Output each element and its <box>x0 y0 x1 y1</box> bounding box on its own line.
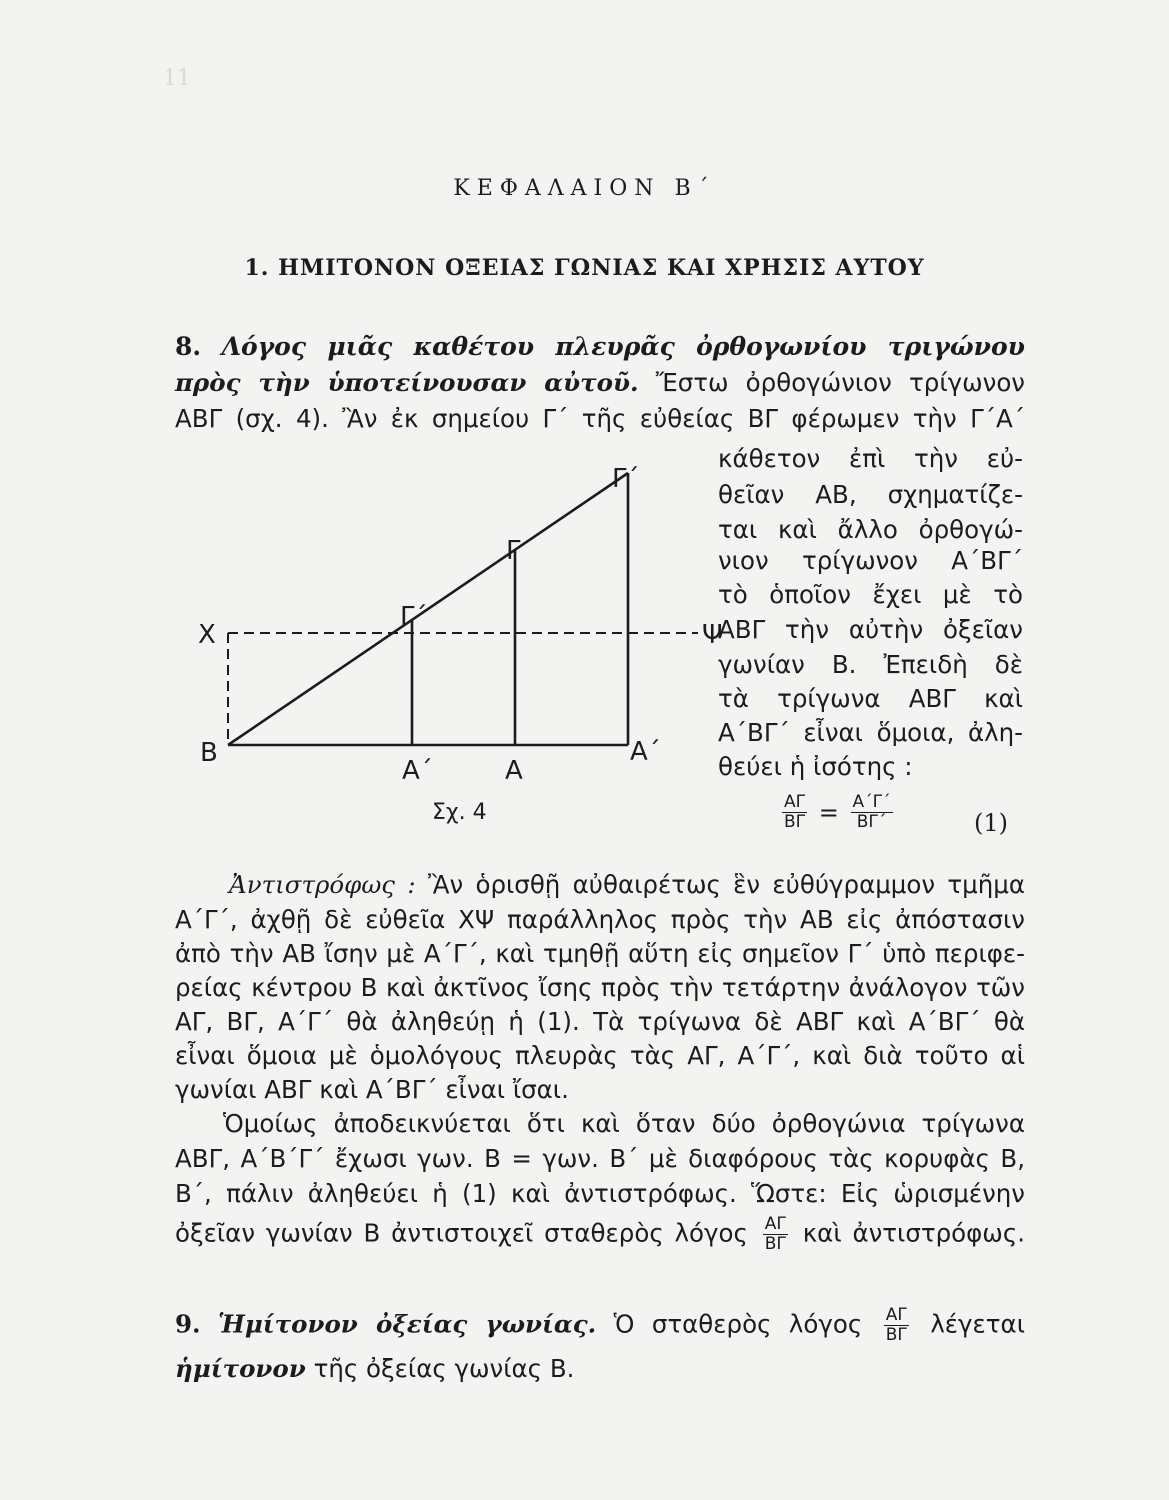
para8-heading-line1 <box>175 332 1025 361</box>
equals-sign: = <box>818 798 839 827</box>
converse-line-last: γωνίαι ΑΒΓ καὶ Α΄ΒΓ΄ εἶναι ἴσαι. <box>175 1075 569 1104</box>
para9-term: ἡμίτονον <box>175 1354 306 1383</box>
label-g-prime-mid: Γ΄ <box>400 602 428 632</box>
fraction-denominator: ΒΓ΄ <box>856 812 887 832</box>
converse-line1 <box>175 870 1025 899</box>
para9-text-before: Ὁ σταθερὸς λόγος <box>613 1309 863 1339</box>
label-a: Α <box>505 756 523 786</box>
figure-4 <box>190 455 723 786</box>
para8-line2-text: Ἔστω ὀρθογώνιον τρίγωνον <box>655 368 1025 397</box>
para8-line2 <box>175 368 1025 397</box>
similarly-line: Β΄, πάλιν ἀληθεύει ἡ (1) καὶ ἀντιστρόφως. Ὥστε: Εἰς ὡρισμένην <box>175 1179 1025 1208</box>
side-line: ται καὶ ἄλλο ὀρθογώ- <box>718 515 1023 544</box>
similarly-last-line <box>175 1215 1025 1254</box>
para9-heading: Ἡμίτονον ὀξείας γωνίας. <box>218 1309 597 1339</box>
side-line: θεύει ἡ ἰσότης : <box>718 752 913 781</box>
para9-number: 9. <box>175 1309 201 1339</box>
side-line: θεῖαν ΑΒ, σχηματίζε- <box>718 480 1023 509</box>
fraction-ag-bg <box>884 1306 909 1345</box>
similarly-line <box>175 1109 1025 1138</box>
side-line: Α΄ΒΓ΄ εἶναι ὅμοια, ἀλη- <box>718 718 1023 747</box>
converse-line: εἶναι ὅμοια μὲ ὁμολόγους πλευρὰς τὰς ΑΓ, Α΄Γ΄, καὶ διὰ τοῦτο αἱ <box>175 1041 1025 1070</box>
para9-line1 <box>175 1306 1025 1345</box>
fraction-ag-bg <box>763 1215 788 1254</box>
figure-caption: Σχ. 4 <box>432 800 487 825</box>
fraction-ag-bg <box>782 793 807 832</box>
fraction-numerator: ΑΓ <box>884 1306 909 1326</box>
fraction-denominator: ΒΓ <box>784 812 806 832</box>
label-b: Β <box>200 738 218 768</box>
fraction-a-g-bg <box>851 793 893 832</box>
fraction-numerator: ΑΓ <box>763 1215 788 1235</box>
fraction-denominator: ΒΓ <box>885 1325 907 1345</box>
label-a-prime-bottom: Α΄ <box>402 756 433 786</box>
side-line: ΑΒΓ τὴν αὐτὴν ὀξεῖαν <box>718 615 1023 644</box>
side-line: τὸ ὁποῖον ἔχει μὲ τὸ <box>718 580 1023 609</box>
fraction-denominator: ΒΓ <box>764 1234 786 1254</box>
chapter-heading: ΚΕΦΑΛΑΙΟΝ Β΄ <box>453 176 716 201</box>
para8-line3: ΑΒΓ (σχ. 4). Ἂν ἐκ σημείου Γ΄ τῆς εὐθείας ΒΓ φέρωμεν τὴν Γ΄Α΄ <box>175 404 1025 433</box>
converse-line: Α΄Γ΄, ἀχθῇ δὲ εὐθεῖα ΧΨ παράλληλος πρὸς τὴν ΑΒ εἰς ἀπόστασιν <box>175 905 1025 934</box>
hypotenuse-line <box>228 473 628 745</box>
similarly-text-after: καὶ ἀντιστρόφως. <box>802 1218 1025 1248</box>
converse-line: ΑΓ, ΒΓ, Α΄Γ΄ θὰ ἀληθεύῃ ἡ (1). Τὰ τρίγωνα δὲ ΑΒΓ καὶ Α΄ΒΓ΄ θὰ <box>175 1007 1025 1036</box>
page-number: 11 <box>163 66 191 91</box>
label-x: Χ <box>198 620 216 650</box>
para8-heading2: πρὸς τὴν ὑποτείνουσαν αὐτοῦ. <box>175 368 639 397</box>
fraction-numerator: ΑΓ <box>782 793 807 813</box>
side-line: γωνίαν Β. Ἐπειδὴ δὲ <box>718 650 1023 679</box>
converse-line: ρείας κέντρου Β καὶ ἀκτῖνος ἴσης πρὸς τὴν τετάρτην ἀνάλογον τῶν <box>175 973 1025 1002</box>
section-title: 1. ΗΜΙΤΟΝΟΝ ΟΞΕΙΑΣ ΓΩΝΙΑΣ ΚΑΙ ΧΡΗΣΙΣ ΑΥΤΟΥ <box>244 255 925 281</box>
para9-text-after: λέγεται <box>930 1309 1025 1339</box>
side-line: νιον τρίγωνον Α΄ΒΓ΄ <box>718 546 1023 575</box>
para8-number: 8. <box>175 332 202 361</box>
equation-tag: (1) <box>974 809 1008 837</box>
para8-heading1: Λόγος μιᾶς καθέτου πλευρᾶς ὀρθογωνίου τριγώνου <box>221 332 1025 361</box>
label-psi: Ψ <box>702 620 723 650</box>
label-a-prime-right: Α΄ <box>630 737 661 767</box>
similarly-line: ΑΒΓ, Α΄Β΄Γ΄ ἔχωσι γων. Β = γων. Β΄ μὲ διαφόρους τὰς κορυφὰς Β, <box>175 1144 1025 1173</box>
equation-1 <box>778 793 1028 853</box>
para9-line2 <box>175 1354 574 1383</box>
para9-line2-text: τῆς ὀξείας γωνίας Β. <box>313 1354 575 1383</box>
similarly-line1-text: Ὁμοίως ἀποδεικνύεται ὅτι καὶ ὅταν δύο ὀρθογώνια τρίγωνα <box>223 1109 1025 1138</box>
label-g-prime-top: Γ΄ <box>612 464 640 494</box>
converse-line1-text: Ἂν ὁρισθῇ αὐθαιρέτως ἓν εὐθύγραμμον τμῆμα <box>427 870 1025 899</box>
side-line: κάθετον ἐπὶ τὴν εὐ- <box>718 444 1023 473</box>
fraction-numerator: Α΄Γ΄ <box>852 792 891 812</box>
converse-line: ἀπὸ τὴν ΑΒ ἴσην μὲ Α΄Γ΄, καὶ τμηθῇ αὕτη εἰς σημεῖον Γ΄ ὑπὸ περιφε- <box>175 939 1025 968</box>
similarly-text-before: ὀξεῖαν γωνίαν Β ἀντιστοιχεῖ σταθερὸς λόγος <box>175 1218 748 1248</box>
side-line: τὰ τρίγωνα ΑΒΓ καὶ <box>718 684 1023 713</box>
converse-lead: Ἀντιστρόφως : <box>229 870 416 899</box>
label-g: Γ <box>506 536 521 566</box>
